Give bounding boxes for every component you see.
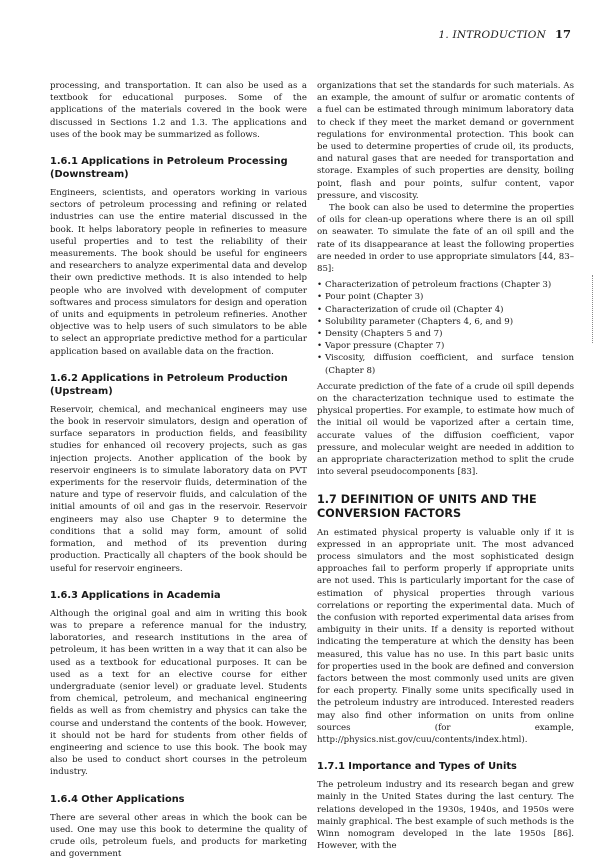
paragraph-oil-spill: The book can also be used to determine the properties of oils for clean-up operations where there is an oil spill on seawater. To simulate the fate of an oil spill and the rate of its disappearance at least the following properties are needed in order to use appropriate simulators [44, 83–85]: — [317, 203, 574, 275]
list-item: • Characterization of crude oil (Chapter 4) — [317, 304, 574, 316]
paragraph-1-7: An estimated physical property is valuable only if it is expressed in an appropriate unit. The most advanced process simulators and the most sophisticated design approaches fail to perform properly if appropriate units are not used. This is particularly important for the case of estimation of physical properties through various correlations or reporting the experimental data. Much of the confusion with reported experimental data arises from ambiguity in their units. If a density is reported without indicating the temperature at which the density has been measured, this value has no use. In this part basic units for properties used in the book are defined and conversion factors between the most commonly used units are given for each property. Finally some units specifically used in the petroleum industry are introduced. Interested readers may also find other information on units from online sources (for example, http://physics.nist.gov/cuu/contents/index.html). — [317, 527, 574, 745]
heading-1-6-3: 1.6.3 Applications in Academia — [50, 589, 221, 601]
list-item: • Viscosity, diffusion coefficient, and surface tension (Chapter 8) — [317, 352, 574, 376]
paragraph-1-6-3: Although the original goal and aim in writing this book was to prepare a reference manual for the industry, laboratories, and research institutions in the area of petroleum, it has been written in a way that it can also be used as a textbook for educational purposes. It can be used as a text for an elective course for either undergraduate (senior level) or graduate level. Students from chemical, petroleum, and mechanical engineering fields as well as from chemistry and physics can take the course and understand the contents of the book. However, it should not be hard for students from other fields of engineering and science to use this book. The book may also be used to conduct short courses in the petroleum industry. — [50, 608, 307, 778]
right-column — [317, 80, 574, 852]
running-header — [439, 27, 571, 41]
header-section-title: 1. INTRODUCTION — [438, 29, 546, 41]
heading-1-7: 1.7 DEFINITION OF UNITS AND THE CONVERSION FACTORS — [317, 492, 537, 520]
heading-1-7-1: 1.7.1 Importance and Types of Units — [317, 761, 517, 773]
list-item: • Density (Chapters 5 and 7) — [317, 328, 574, 340]
list-item: • Characterization of petroleum fractions (Chapter 3) — [317, 279, 574, 291]
heading-1-6-2: 1.6.2 Applications in Petroleum Production (Upstream) — [50, 372, 288, 397]
paragraph-1-6-1: Engineers, scientists, and operators working in various sectors of petroleum processing and refining or related industries can use the entire material discussed in the book. It helps laboratory people in refineries to measure useful properties and to test the reliability of their measurements. The book should be useful for engineers and researchers to analyze experimental data and develop their own predictive methods. It is also intended to help people who are involved with development of computer softwares and process simulators for design and operation of units and equipments in petroleum refineries. Another objective was to help users of such simulators to be able to select an appropriate predictive method for a particular application based on available data on the fraction. — [50, 188, 307, 357]
list-item: • Vapor pressure (Chapter 7) — [317, 340, 574, 352]
heading-1-6-4: 1.6.4 Other Applications — [50, 793, 185, 805]
paragraph-1-7-1: The petroleum industry and its research began and grew mainly in the United States during the last century. The relations developed in the 1930s, 1940s, and 1950s were mainly graphical. The best example of such methods is the Winn nomogram developed in the late 1950s [86]. However, with the — [317, 780, 574, 852]
heading-1-6-1: 1.6.1 Applications in Petroleum Processing (Downstream) — [50, 156, 288, 181]
list-item: • Solubility parameter (Chapters 4, 6, and 9) — [317, 316, 574, 328]
left-column — [50, 80, 307, 860]
margin-dotted-rule — [592, 275, 593, 343]
paragraph-1-6-4: There are several other areas in which the book can be used. One may use this book to determine the quality of crude oils, petroleum fuels, and products for marketing and government — [50, 812, 307, 860]
paragraph-standards: organizations that set the standards for such materials. As an example, the amount of sulfur or aromatic contents of a fuel can be estimated through minimum laboratory data to check if they meet the market demand or government regulations for environmental protection. This book can be used to determine properties of crude oil, its products, and natural gases that are needed for transportation and storage. Examples of such properties are density, boiling point, flash and pour points, sulfur content, vapor pressure, and viscosity. — [317, 81, 574, 201]
paragraph-1-6-2: Reservoir, chemical, and mechanical engineers may use the book in reservoir simulators, design and operation of surface separators in production fields, and feasibility studies for enhanced oil recovery projects, such as gas injection projects. Another application of the book by reservoir engineers is to simulate laboratory data on PVT experiments for the reservoir fluids, determination of the nature and type of reservoir fluids, and calculation of the initial amounts of oil and gas in the reservoir. Reservoir engineers may also use Chapter 9 to determine the conditions that a solid may form, amount of solid formation, and method of its prevention during production. Practically all chapters of the book should be useful for reservoir engineers. — [50, 404, 307, 574]
intro-paragraph: processing, and transportation. It can also be used as a textbook for educational purposes. Some of the applications of the materials covered in the book were discussed in Sections 1.2 and 1.3. The applications and uses of the book may be summarized as follows. — [50, 81, 307, 140]
page-number: 17 — [554, 27, 571, 41]
paragraph-prediction: Accurate prediction of the fate of a crude oil spill depends on the characterization technique used to estimate the physical properties. For example, to estimate how much of the initial oil would be vaporized after a certain time, accurate values of the diffusion coefficient, vapor pressure, and molecular weight are needed in addition to an appropriate characterization method to split the crude into several pseudocomponents [83]. — [317, 381, 574, 478]
list-item: • Pour point (Chapter 3) — [317, 291, 574, 303]
property-list — [317, 279, 574, 377]
